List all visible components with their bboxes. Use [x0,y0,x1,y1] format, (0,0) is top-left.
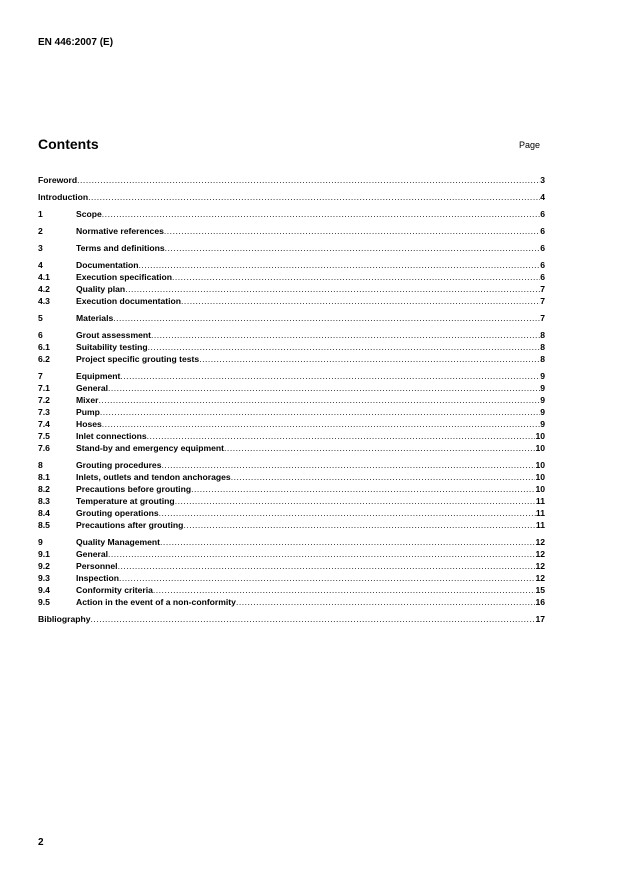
toc-entry-title: Foreword [38,175,78,185]
toc-entry-title: Execution specification [76,272,172,282]
toc-entry-page: 8 [540,342,545,352]
toc-entry[interactable] [38,442,545,454]
toc-entry-number: 2 [38,226,43,236]
toc-entry-number: 7.3 [38,407,50,417]
toc-entry[interactable] [38,329,545,341]
toc-entry-number: 7.4 [38,419,50,429]
toc-entry-page: 9 [540,371,545,381]
toc-entry-title: Equipment [76,371,121,381]
dot-leader [91,613,536,625]
toc-entry-number: 3 [38,243,43,253]
dot-leader [151,329,540,341]
page-title: Contents [38,136,99,152]
dot-leader [159,507,536,519]
toc-entry-page: 6 [540,226,545,236]
toc-entry[interactable] [38,271,545,283]
toc-entry-page: 8 [540,330,545,340]
dot-leader [113,312,540,324]
toc-entry[interactable] [38,507,545,519]
toc-entry[interactable] [38,208,545,220]
toc-entry[interactable] [38,572,545,584]
toc-entry-page: 11 [535,520,545,530]
toc-entry-title: Grouting operations [76,508,159,518]
toc-entry-title: Personnel [76,561,118,571]
toc-entry-number: 9.5 [38,597,50,607]
toc-entry-number: 8.5 [38,520,50,530]
toc-entry-title: Conformity criteria [76,585,153,595]
toc-entry-title: Hoses [76,419,102,429]
dot-leader [108,382,540,394]
dot-leader [100,406,540,418]
dot-leader [164,225,540,237]
toc-entry-number: 1 [38,209,43,219]
toc-entry[interactable] [38,560,545,572]
toc-entry[interactable] [38,259,545,271]
toc-entry[interactable] [38,548,545,560]
toc-entry[interactable] [38,242,545,254]
toc-entry[interactable] [38,536,545,548]
toc-entry-page: 7 [540,296,545,306]
toc-entry-page: 12 [535,561,545,571]
dot-leader [153,584,536,596]
dot-leader [102,208,540,220]
toc-entry-title: Documentation [76,260,139,270]
toc-entry-title: Inlet connections [76,431,147,441]
dot-leader [191,483,535,495]
toc-entry-title: Suitability testing [76,342,148,352]
toc-entry-number: 8.3 [38,496,50,506]
dot-leader [102,418,540,430]
dot-leader [181,295,540,307]
toc-entry-number: 4.1 [38,272,50,282]
toc-entry[interactable] [38,225,545,237]
dot-leader [175,495,536,507]
standard-code: EN 446:2007 (E) [38,37,114,48]
toc-entry-page: 12 [535,549,545,559]
toc-entry-number: 5 [38,313,43,323]
dot-leader [160,536,535,548]
toc-entry-page: 4 [540,192,545,202]
page-column-label: Page [519,140,541,150]
toc-entry-number: 8.4 [38,508,50,518]
toc-entry[interactable] [38,495,545,507]
toc-entry-number: 9.3 [38,573,50,583]
toc-entry[interactable] [38,430,545,442]
toc-entry-title: Temperature at grouting [76,496,175,506]
toc-entry-title: Bibliography [38,614,91,624]
toc-entry[interactable] [38,341,545,353]
dot-leader [147,430,536,442]
toc-entry[interactable] [38,353,545,365]
dot-leader [139,259,541,271]
toc-entry-page: 10 [535,443,545,453]
toc-entry-title: Quality Management [76,537,161,547]
toc-entry-page: 7 [540,284,545,294]
toc-entry[interactable] [38,394,545,406]
toc-entry[interactable] [38,406,545,418]
dot-leader [77,174,540,186]
toc-entry[interactable] [38,596,545,608]
toc-entry-title: Pump [76,407,100,417]
toc-entry[interactable] [38,459,545,471]
toc-entry[interactable] [38,584,545,596]
toc-entry-page: 11 [535,508,545,518]
toc-entry-page: 6 [540,209,545,219]
dot-leader [148,341,541,353]
toc-entry-title: Quality plan [76,284,126,294]
toc-entry[interactable] [38,370,545,382]
toc-entry-page: 12 [535,573,545,583]
dot-leader [199,353,540,365]
toc-entry-title: Introduction [38,192,89,202]
toc-entry[interactable] [38,283,545,295]
toc-entry-title: Mixer [76,395,99,405]
toc-entry-title: Scope [76,209,102,219]
toc-entry-number: 8.1 [38,472,50,482]
toc-entry-page: 9 [540,395,545,405]
toc-entry-title: Grouting procedures [76,460,162,470]
toc-entry-number: 6 [38,330,43,340]
toc-entry-page: 6 [540,243,545,253]
dot-leader [231,471,536,483]
toc-entry-number: 6.1 [38,342,50,352]
dot-leader [125,283,540,295]
toc-entry-number: 4.3 [38,296,50,306]
toc-entry-number: 6.2 [38,354,50,364]
toc-entry-number: 9.2 [38,561,50,571]
toc-entry-number: 9 [38,537,43,547]
toc-entry[interactable] [38,613,545,625]
dot-leader [224,442,535,454]
toc-entry-number: 9.1 [38,549,50,559]
toc-entry-title: Inlets, outlets and tendon anchorages [76,472,231,482]
toc-entry-number: 9.4 [38,585,50,595]
toc-entry-title: Stand-by and emergency equipment [76,443,225,453]
dot-leader [236,596,535,608]
toc-entry[interactable] [38,483,545,495]
toc-entry-page: 17 [535,614,545,624]
toc-entry[interactable] [38,382,545,394]
toc-entry-page: 10 [535,484,545,494]
dot-leader [118,560,536,572]
toc-entry-number: 7.5 [38,431,50,441]
dot-leader [172,271,540,283]
toc-entry-number: 4 [38,260,43,270]
dot-leader [119,572,535,584]
toc-entry-page: 11 [535,496,545,506]
dot-leader [183,519,535,531]
toc-entry-page: 9 [540,383,545,393]
toc-entry-title: Project specific grouting tests [76,354,200,364]
toc-entry-title: General [76,383,109,393]
toc-entry-title: Action in the event of a non-conformity [76,597,236,607]
toc-entry[interactable] [38,312,545,324]
table-of-contents [38,174,545,625]
toc-entry-number: 7.6 [38,443,50,453]
toc-entry-title: Inspection [76,573,119,583]
dot-leader [161,459,535,471]
toc-entry-number: 7 [38,371,43,381]
toc-entry-page: 6 [540,260,545,270]
toc-entry-page: 3 [540,175,545,185]
toc-entry-number: 7.2 [38,395,50,405]
toc-entry-number: 8 [38,460,43,470]
toc-entry-page: 7 [540,313,545,323]
toc-entry-page: 9 [540,407,545,417]
toc-entry-title: Precautions before grouting [76,484,192,494]
toc-entry[interactable] [38,174,545,186]
toc-entry-page: 10 [535,431,545,441]
toc-entry-title: Precautions after grouting [76,520,184,530]
toc-entry-page: 10 [535,460,545,470]
dot-leader [120,370,540,382]
dot-leader [165,242,541,254]
toc-entry-page: 12 [535,537,545,547]
toc-entry-page: 16 [535,597,545,607]
toc-entry-title: Terms and definitions [76,243,165,253]
toc-entry-number: 8.2 [38,484,50,494]
toc-entry-page: 10 [535,472,545,482]
toc-entry-number: 4.2 [38,284,50,294]
toc-entry-page: 9 [540,419,545,429]
toc-entry[interactable] [38,295,545,307]
toc-entry-title: Materials [76,313,114,323]
toc-entry-page: 6 [540,272,545,282]
dot-leader [108,548,535,560]
toc-entry[interactable] [38,418,545,430]
toc-entry-number: 7.1 [38,383,50,393]
dot-leader [88,191,540,203]
toc-entry-title: Normative references [76,226,164,236]
toc-entry-title: General [76,549,109,559]
toc-entry-page: 8 [540,354,545,364]
toc-entry[interactable] [38,519,545,531]
dot-leader [98,394,540,406]
toc-entry-title: Grout assessment [76,330,151,340]
page-number: 2 [38,837,44,848]
toc-entry[interactable] [38,471,545,483]
toc-entry[interactable] [38,191,545,203]
toc-entry-title: Execution documentation [76,296,182,306]
toc-entry-page: 15 [535,585,545,595]
